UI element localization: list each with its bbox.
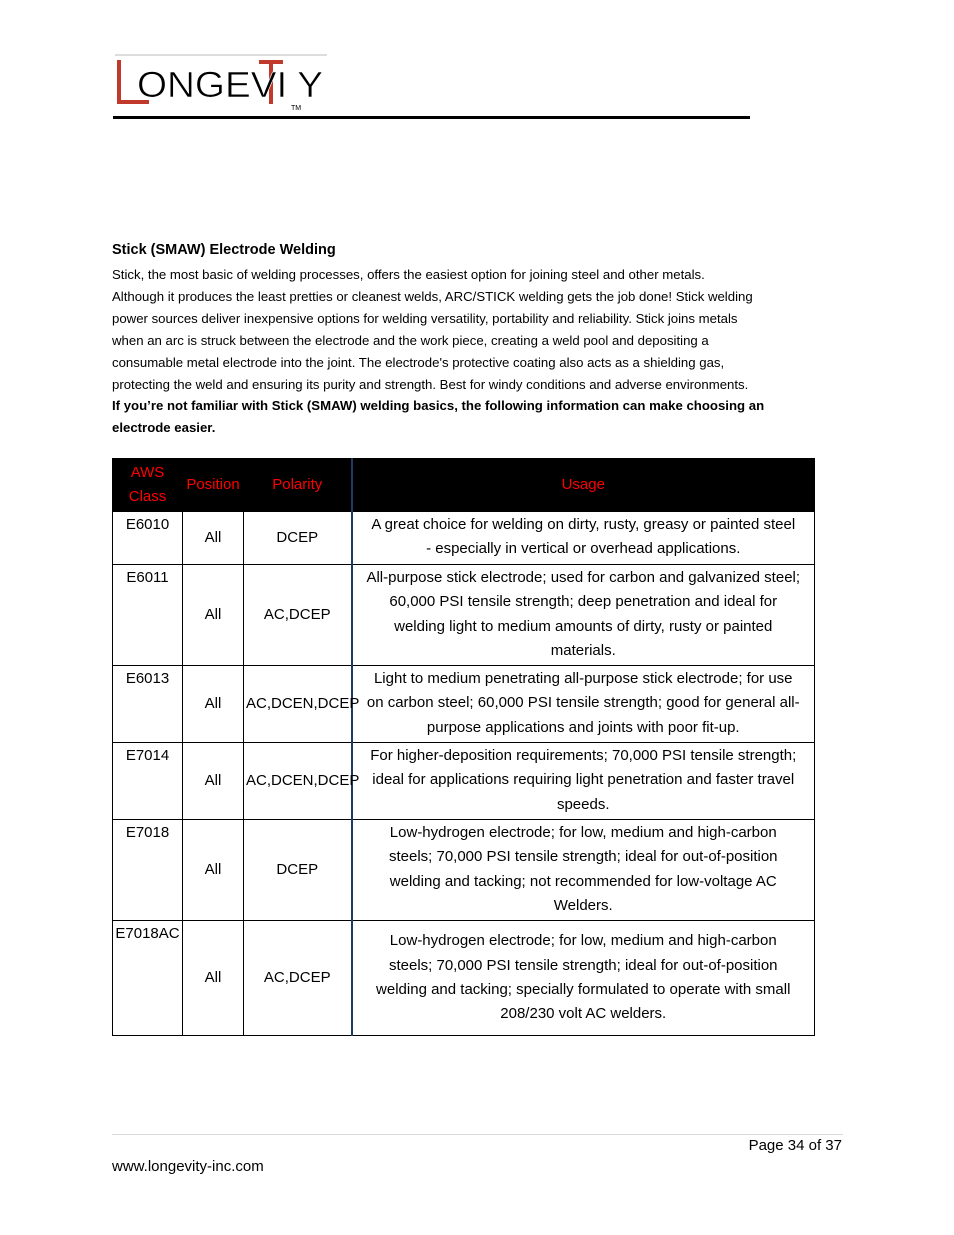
electrode-table bbox=[112, 458, 815, 1036]
usage-cell: For higher-deposition requirements; 70,000 PSI tensile strength; ideal for applications requiring light penetration and faster travel speeds. bbox=[352, 743, 815, 820]
header-usage: Usage bbox=[352, 459, 815, 512]
table-row bbox=[113, 565, 815, 666]
usage-cell: Low-hydrogen electrode; for low, medium and high-carbon steels; 70,000 PSI tensile strength; ideal for out-of-position welding and tacking; not recommended for low-voltage AC Welders. bbox=[352, 820, 815, 921]
polarity-cell: AC,DCEP bbox=[244, 921, 352, 1036]
usage-cell: A great choice for welding on dirty, rusty, greasy or painted steel - especially in vertical or overhead applications. bbox=[352, 512, 815, 565]
position-cell: All bbox=[183, 666, 244, 743]
table-row bbox=[113, 512, 815, 565]
usage-cell: Light to medium penetrating all-purpose stick electrode; for use on carbon steel; 60,000 PSI tensile strength; good for general all- purpose applications and joints with poor fit-up. bbox=[352, 666, 815, 743]
polarity-cell: AC,DCEP bbox=[244, 565, 352, 666]
intro-line: consumable metal electrode into the joint. The electrode's protective coating also acts as a shielding gas, bbox=[112, 354, 725, 370]
svg-text:ONGEVI Y: ONGEVI Y bbox=[137, 64, 323, 105]
page-number: Page 34 of 37 bbox=[748, 1137, 842, 1154]
website-url: www.longevity-inc.com bbox=[112, 1158, 264, 1175]
intro-line: protecting the weld and ensuring its purity and strength. Best for windy conditions and adverse environments. bbox=[112, 376, 749, 392]
table-row bbox=[113, 666, 815, 743]
footer-divider bbox=[112, 1134, 843, 1135]
position-cell: All bbox=[183, 565, 244, 666]
usage-cell: All-purpose stick electrode; used for carbon and galvanized steel; 60,000 PSI tensile strength; deep penetration and ideal for welding light to medium amounts of dirty, rusty or painted materials. bbox=[352, 565, 815, 666]
intro-line: Stick, the most basic of welding processes, offers the easiest option for joining steel and other metals. bbox=[112, 267, 705, 282]
intro-bold-line: electrode easier. bbox=[112, 420, 216, 436]
table-row bbox=[113, 743, 815, 820]
stick-welding-section bbox=[112, 240, 817, 439]
polarity-cell: AC,DCEN,DCEP bbox=[244, 743, 352, 820]
polarity-cell: DCEP bbox=[244, 512, 352, 565]
aws-class-cell: E6010 bbox=[113, 512, 183, 565]
header-aws-class: AWS Class bbox=[113, 459, 183, 512]
aws-class-cell: E7018 bbox=[113, 820, 183, 921]
position-cell: All bbox=[183, 743, 244, 820]
logo-trademark: TM bbox=[291, 105, 302, 112]
header-polarity: Polarity bbox=[244, 459, 352, 512]
intro-bold-line: If you’re not familiar with Stick (SMAW) welding basics, the following information can make choosing an bbox=[112, 398, 765, 414]
polarity-cell: DCEP bbox=[244, 820, 352, 921]
aws-class-cell: E6013 bbox=[113, 666, 183, 743]
section-title: Stick (SMAW) Electrode Welding bbox=[112, 242, 336, 258]
intro-line: Although it produces the least pretties or cleanest welds, ARC/STICK welding gets the job done! Stick welding bbox=[112, 288, 753, 304]
position-cell: All bbox=[183, 921, 244, 1036]
header-position: Position bbox=[183, 459, 244, 512]
position-cell: All bbox=[183, 820, 244, 921]
table-row bbox=[113, 921, 815, 1036]
longevity-logo bbox=[115, 54, 327, 114]
header-divider bbox=[113, 116, 750, 119]
intro-line: power sources deliver inexpensive options for welding versatility, portability and reliability. Stick joins metals bbox=[112, 310, 738, 326]
position-cell: All bbox=[183, 512, 244, 565]
table-header-row bbox=[113, 459, 815, 512]
aws-class-cell: E7018AC bbox=[113, 921, 183, 1036]
polarity-cell: AC,DCEN,DCEP bbox=[244, 666, 352, 743]
intro-line: when an arc is struck between the electrode and the work piece, creating a weld pool and depositing a bbox=[112, 332, 709, 348]
usage-cell: Low-hydrogen electrode; for low, medium and high-carbon steels; 70,000 PSI tensile strength; ideal for out-of-position welding and tacking; specially formulated to operate with small 208/230 volt AC welders. bbox=[352, 921, 815, 1036]
aws-class-cell: E6011 bbox=[113, 565, 183, 666]
aws-class-cell: E7014 bbox=[113, 743, 183, 820]
table-row bbox=[113, 820, 815, 921]
